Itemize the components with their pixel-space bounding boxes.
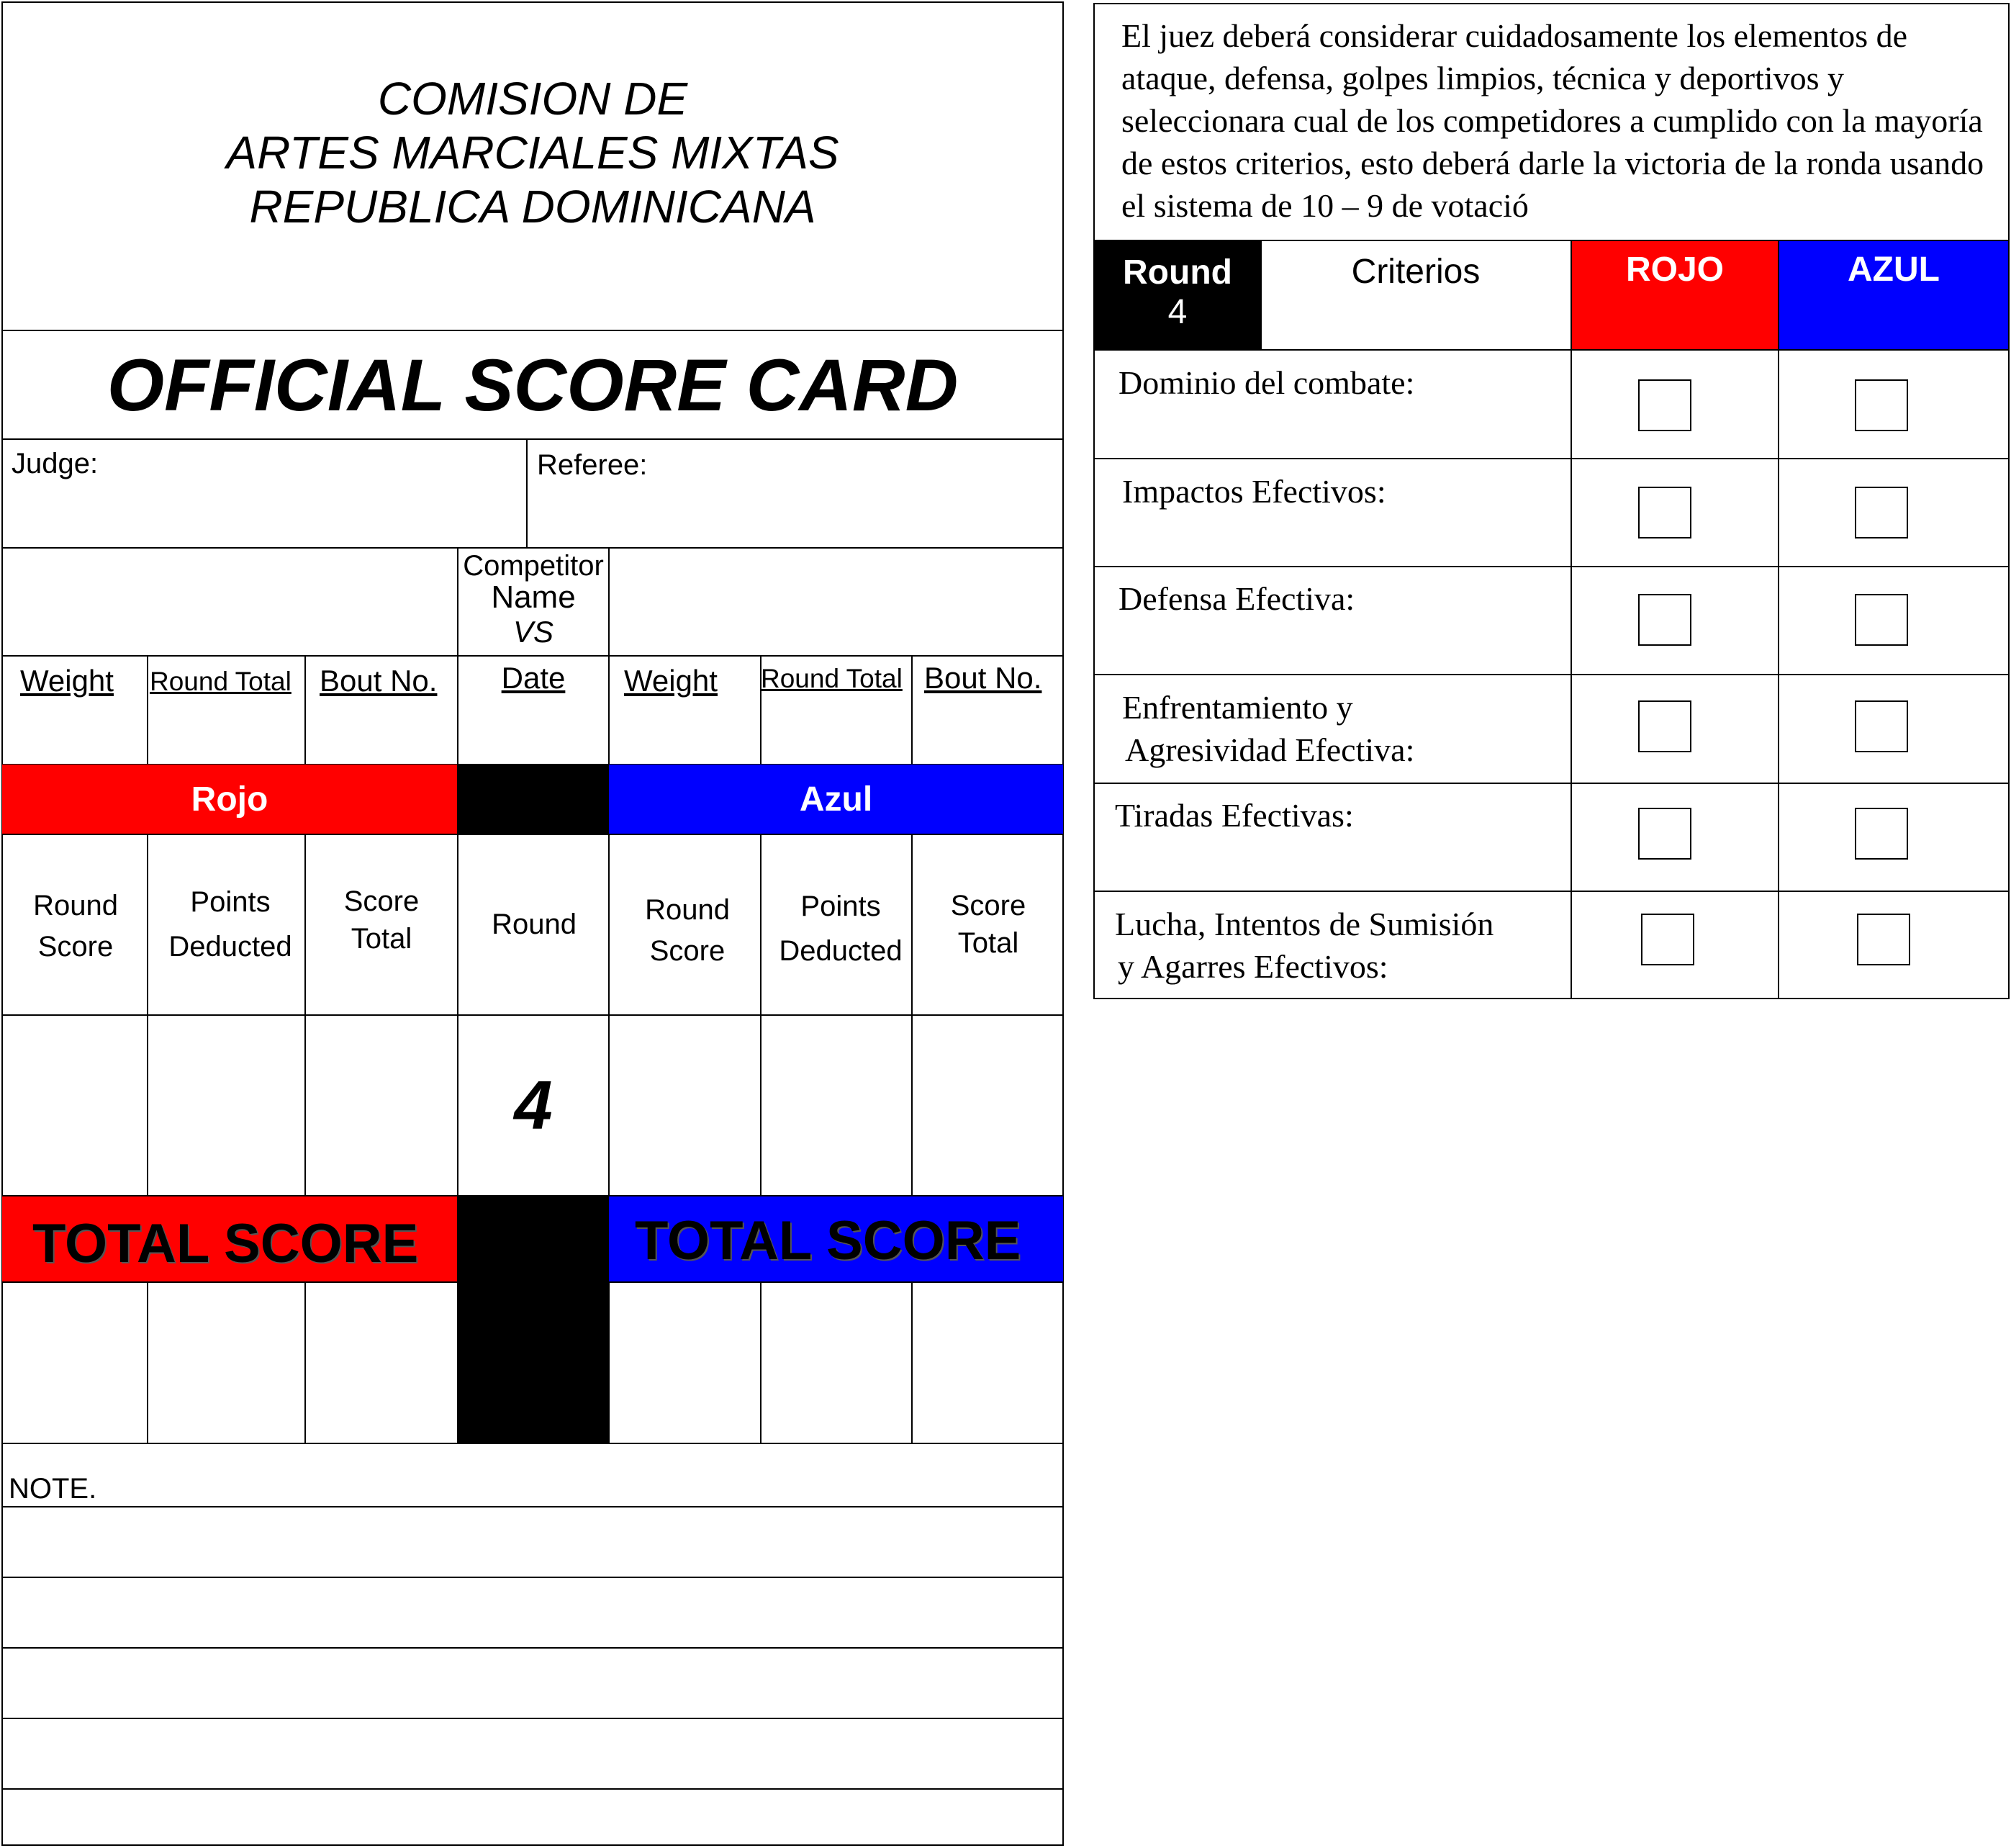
red-points-deducted-cell[interactable] — [148, 1016, 304, 1195]
criteria-row-label: Defensa Efectiva: — [1119, 580, 1355, 617]
criteria-row-label: Dominio del combate: — [1119, 364, 1415, 401]
header-line: Deducted — [779, 935, 903, 967]
header-line: Deducted — [168, 931, 292, 963]
note-line-5[interactable] — [3, 1791, 1062, 1844]
divider — [1260, 240, 1262, 349]
divider — [1, 1443, 1064, 1444]
red-round-score-header — [4, 885, 147, 968]
divider — [1778, 240, 1779, 999]
azul-checkbox-5[interactable] — [1855, 808, 1908, 860]
right-round-total-label: Round Total — [761, 664, 903, 693]
divider — [1, 438, 1064, 440]
divider — [1, 547, 1064, 549]
criteria-row-label: Tiradas Efectivas: — [1115, 797, 1354, 834]
blue-points-deducted-cell[interactable] — [762, 1016, 911, 1195]
divider — [304, 655, 306, 765]
criteria-round-header — [1095, 241, 1260, 350]
commission-title — [1, 72, 1064, 234]
note-label: NOTE. — [9, 1473, 97, 1505]
rojo-checkbox-3[interactable] — [1638, 594, 1691, 646]
divider — [147, 655, 148, 765]
criteria-row-label: Impactos Efectivos: — [1122, 473, 1386, 510]
criteria-row-6 — [1115, 903, 1493, 988]
center-black-column — [458, 1196, 609, 1444]
blue-round-score-cell[interactable] — [610, 1016, 760, 1195]
azul-checkbox-6[interactable] — [1857, 914, 1910, 965]
rojo-checkbox-2[interactable] — [1638, 487, 1691, 538]
competitor-name-label — [458, 550, 608, 648]
center-black-bar — [458, 765, 609, 834]
left-bout-label: Bout No. — [320, 664, 438, 698]
divider — [911, 655, 913, 765]
note-line-1[interactable] — [3, 1507, 1062, 1577]
red-total-score-header — [2, 1196, 457, 1281]
commission-line-3: REPUBLICA DOMINICANA — [249, 181, 816, 233]
criteria-round-number: 4 — [1167, 293, 1188, 331]
red-score-total-cell[interactable] — [306, 1016, 457, 1195]
red-total-score-label: TOTAL SCORE — [32, 1213, 419, 1274]
divider — [1093, 674, 2010, 675]
blue-total-score-header — [609, 1196, 1063, 1281]
rojo-checkbox-6[interactable] — [1641, 914, 1694, 965]
blue-total-points-cell[interactable] — [762, 1283, 911, 1443]
criteria-row-label: Agresividad Efectiva: — [1125, 731, 1415, 768]
header-line: Round — [645, 894, 730, 926]
divider — [1093, 458, 2010, 459]
header-line: Score — [343, 885, 420, 917]
divider — [1093, 566, 2010, 567]
round-number: 4 — [514, 1066, 553, 1144]
criteria-round-label: Round — [1123, 253, 1232, 292]
header-line: Score — [37, 931, 114, 963]
azul-checkbox-4[interactable] — [1855, 700, 1908, 752]
red-total-round-score-cell[interactable] — [2, 1283, 147, 1443]
divider — [1, 834, 1064, 835]
red-round-score-cell[interactable] — [2, 1016, 147, 1195]
blue-score-total-header — [913, 887, 1064, 962]
criteria-row-label: y Agarres Efectivos: — [1118, 948, 1388, 985]
azul-checkbox-2[interactable] — [1855, 487, 1908, 538]
card-title: OFFICIAL SCORE CARD — [107, 343, 959, 426]
right-bout-label: Bout No. — [924, 661, 1042, 695]
red-corner-header: Rojo — [2, 765, 457, 834]
header-line: Total — [957, 927, 1019, 959]
commission-line-2: ARTES MARCIALES MIXTAS — [226, 127, 839, 179]
round-header: Round — [492, 909, 577, 940]
note-line-3[interactable] — [3, 1649, 1062, 1718]
criteria-row-5 — [1115, 794, 1354, 837]
blue-corner-header: Azul — [609, 765, 1063, 834]
header-line: Score — [649, 935, 726, 967]
note-line-4[interactable] — [3, 1719, 1062, 1788]
header-line: Score — [950, 890, 1026, 921]
rojo-checkbox-1[interactable] — [1638, 379, 1691, 431]
criteria-row-label: Enfrentamiento y — [1122, 689, 1353, 726]
divider — [1571, 240, 1572, 999]
divider — [1093, 349, 2010, 351]
red-total-score-cell[interactable] — [306, 1283, 457, 1443]
header-line: Points — [800, 891, 881, 922]
blue-points-deducted-header — [762, 884, 920, 973]
header-line: Points — [190, 886, 271, 918]
divider — [1, 655, 1064, 657]
criteria-row-label: Lucha, Intentos de Sumisión — [1115, 906, 1494, 942]
criteria-row-4 — [1122, 686, 1414, 771]
note-line-2[interactable] — [3, 1578, 1062, 1647]
azul-checkbox-3[interactable] — [1855, 594, 1908, 646]
azul-checkbox-1[interactable] — [1855, 379, 1908, 431]
referee-label: Referee: — [537, 449, 648, 481]
blue-round-score-header — [615, 890, 759, 972]
header-line: Total — [351, 923, 412, 955]
date-label: Date — [501, 661, 566, 695]
criteria-row-3 — [1119, 577, 1355, 620]
blue-total-score-label: TOTAL SCORE — [635, 1210, 1021, 1271]
criteria-row-2 — [1122, 470, 1386, 513]
left-round-total-label: Round Total — [150, 667, 292, 696]
divider — [1093, 783, 2010, 784]
left-weight-label: Weight — [20, 664, 114, 698]
criterios-header: Criterios — [1351, 253, 1481, 291]
competitor-line-1: Competitor — [463, 550, 604, 582]
competitor-line-2: Name — [491, 580, 576, 615]
commission-line-1: COMISION DE — [377, 73, 688, 125]
header-line: Round — [33, 890, 118, 921]
competitor-vs: VS — [512, 615, 554, 649]
criteria-row-1 — [1119, 361, 1414, 404]
divider — [526, 439, 528, 549]
divider — [1093, 891, 2010, 892]
right-weight-label: Weight — [624, 664, 718, 698]
red-points-deducted-header — [148, 880, 312, 969]
blue-total-score-cell[interactable] — [913, 1283, 1063, 1443]
judge-label: Judge: — [12, 448, 99, 479]
azul-header: AZUL — [1779, 241, 2008, 350]
red-score-total-header — [306, 883, 457, 957]
blue-score-total-cell[interactable] — [913, 1016, 1063, 1195]
rojo-checkbox-4[interactable] — [1638, 700, 1691, 752]
rojo-checkbox-5[interactable] — [1638, 808, 1691, 860]
rojo-header: ROJO — [1571, 241, 1779, 350]
blue-total-round-score-cell[interactable] — [610, 1283, 760, 1443]
red-total-points-cell[interactable] — [148, 1283, 304, 1443]
instructions-text: El juez deberá considerar cuidadosamente los elementos de ataque, defensa, golpes limpios, técnica y deportivos y seleccionara cual de los competidores a cumplido con la mayoría de estos criterios, esto deberá darle la victoria de la ronda usando el sistema de 10 – 9 de votació — [1121, 17, 1984, 224]
